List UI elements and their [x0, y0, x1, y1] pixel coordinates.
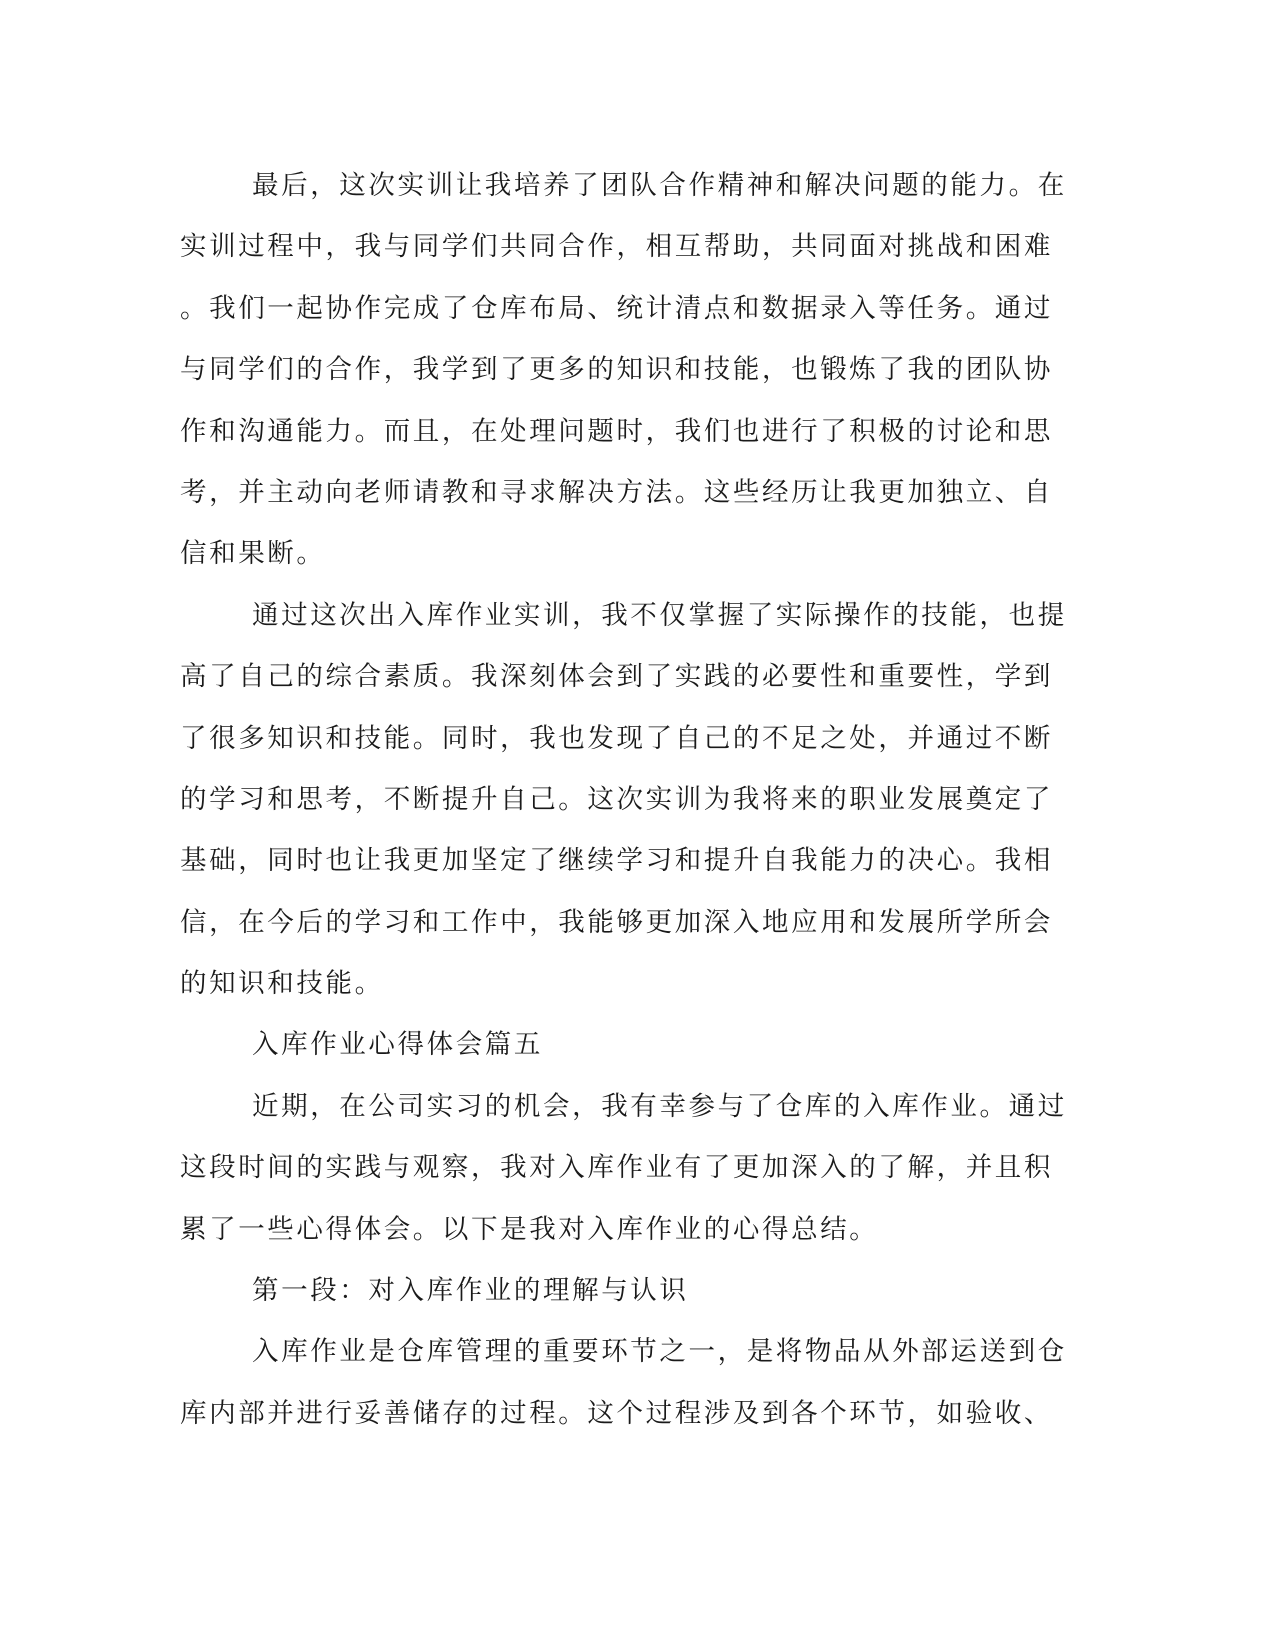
text-line: 近期，在公司实习的机会，我有幸参与了仓库的入库作业。通过 — [252, 1090, 1067, 1122]
text-line: 的学习和思考，不断提升自己。这次实训为我将来的职业发展奠定了 — [180, 783, 1053, 815]
text-line: 基础，同时也让我更加坚定了继续学习和提升自我能力的决心。我相 — [180, 845, 1053, 877]
text-line: 这段时间的实践与观察，我对入库作业有了更加深入的了解，并且积 — [180, 1152, 1053, 1184]
text-line: 实训过程中，我与同学们共同合作，相互帮助，共同面对挑战和困难 — [180, 231, 1053, 263]
text-line: 信，在今后的学习和工作中，我能够更加深入地应用和发展所学所会 — [180, 906, 1053, 938]
text-line: 。我们一起协作完成了仓库布局、统计清点和数据录入等任务。通过 — [180, 292, 1053, 324]
text-line: 累了一些心得体会。以下是我对入库作业的心得总结。 — [180, 1213, 879, 1245]
section-heading: 入库作业心得体会篇五 — [252, 1029, 543, 1061]
text-line: 的知识和技能。 — [180, 968, 384, 1000]
text-line: 高了自己的综合素质。我深刻体会到了实践的必要性和重要性，学到 — [180, 661, 1053, 693]
text-line: 通过这次出入库作业实训，我不仅掌握了实际操作的技能，也提 — [252, 599, 1067, 631]
text-line: 最后，这次实训让我培养了团队合作精神和解决问题的能力。在 — [252, 170, 1067, 201]
text-line: 库内部并进行妥善储存的过程。这个过程涉及到各个环节，如验收、 — [180, 1397, 1053, 1429]
subsection-heading: 第一段：对入库作业的理解与认识 — [252, 1275, 689, 1307]
text-line: 入库作业是仓库管理的重要环节之一，是将物品从外部运送到仓 — [252, 1336, 1067, 1368]
text-line: 考，并主动向老师请教和寻求解决方法。这些经历让我更加独立、自 — [180, 476, 1053, 508]
text-line: 作和沟通能力。而且，在处理问题时，我们也进行了积极的讨论和思 — [180, 415, 1053, 447]
text-line: 与同学们的合作，我学到了更多的知识和技能，也锻炼了我的团队协 — [180, 354, 1053, 386]
text-line: 了很多知识和技能。同时，我也发现了自己的不足之处，并通过不断 — [180, 722, 1053, 754]
document-body — [180, 155, 1067, 1444]
text-line: 信和果断。 — [180, 538, 326, 570]
